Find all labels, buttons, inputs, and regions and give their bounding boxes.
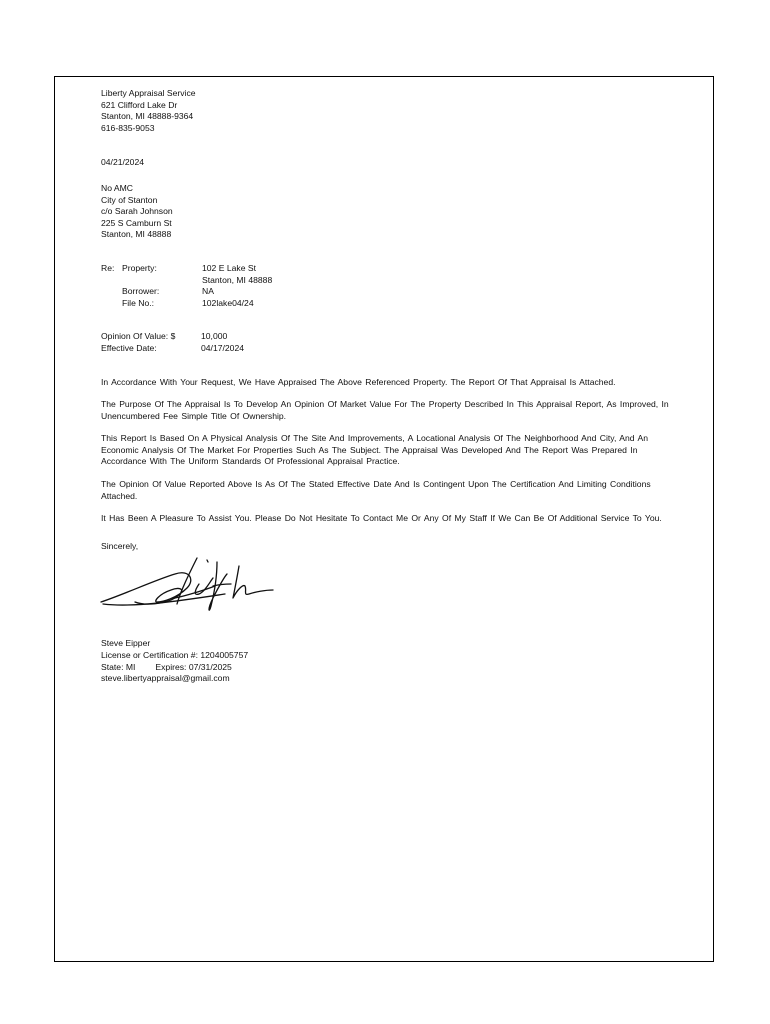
signer-expires: Expires: 07/31/2025 (155, 661, 232, 672)
signer-state-expires (101, 662, 676, 674)
file-no-label: File No.: (122, 297, 154, 308)
sender-phone: 616-835-9053 (101, 122, 155, 133)
effective-date-label: Effective Date: (101, 342, 157, 353)
sender-city: Stanton, MI 48888-9364 (101, 111, 194, 122)
body-paragraph: It Has Been A Pleasure To Assist You. Please Do Not Hesitate To Contact Me Or Any Of My Staff If We Can Be Of Additional Service To You. (101, 513, 662, 524)
re-label: Re: (101, 262, 115, 273)
handwritten-signature (95, 550, 295, 636)
property-line1: 102 E Lake St (202, 262, 256, 273)
recipient-address (101, 183, 676, 241)
body-paragraph: The Opinion Of Value Reported Above Is As Of The Stated Effective Date And Is Contingent Upon The Certification And Limiting Conditions Attached. (101, 479, 651, 501)
sender-address (101, 88, 676, 134)
borrower-label: Borrower: (122, 286, 160, 297)
sender-name: Liberty Appraisal Service (101, 88, 196, 98)
letter-body (101, 377, 676, 525)
sender-street: 621 Clifford Lake Dr (101, 99, 178, 110)
body-paragraph: This Report Is Based On A Physical Analysis Of The Site And Improvements, A Locational Analysis Of The Neighborhood And City, And An Economic Analysis Of The Market For Properties Such As The Subject. The Appraisal Was Developed And The Report Was Prepared In Accordance With The Uniform Standards Of Professional Appraisal Practice. (101, 433, 648, 467)
recipient-line: City of Stanton (101, 194, 158, 205)
closing: Sincerely, (101, 540, 139, 551)
letter-page (54, 76, 714, 962)
property-label: Property: (122, 262, 157, 273)
recipient-line: c/o Sarah Johnson (101, 206, 173, 217)
signer-info (101, 638, 676, 684)
opinion-value: 10,000 (201, 331, 228, 342)
opinion-value-label: Opinion Of Value: $ (101, 331, 176, 342)
signer-license: License or Certification #: 1204005757 (101, 650, 249, 661)
signer-email: steve.libertyappraisal@gmail.com (101, 673, 230, 684)
signature (101, 552, 676, 638)
recipient-line: Stanton, MI 48888 (101, 229, 172, 240)
signer-state: State: MI (101, 661, 136, 672)
recipient-line: 225 S Camburn St (101, 217, 172, 228)
signer-name: Steve Eipper (101, 638, 151, 649)
body-paragraph: In Accordance With Your Request, We Have Appraised The Above Referenced Property. The Report Of That Appraisal Is Attached. (101, 376, 616, 387)
re-block (101, 263, 676, 309)
body-paragraph: The Purpose Of The Appraisal Is To Develop An Opinion Of Market Value For The Property Described In This Appraisal Report, As Improved, In Unencumbered Fee Simple Title Of Ownership. (101, 399, 669, 421)
letter-content (101, 88, 676, 685)
file-no-value: 102lake04/24 (202, 297, 254, 308)
letter-date: 04/21/2024 (101, 157, 145, 168)
effective-date-value: 04/17/2024 (201, 342, 245, 353)
borrower-value: NA (202, 286, 214, 297)
opinion-block (101, 331, 676, 354)
recipient-line: No AMC (101, 182, 133, 193)
property-line2: Stanton, MI 48888 (202, 274, 273, 285)
